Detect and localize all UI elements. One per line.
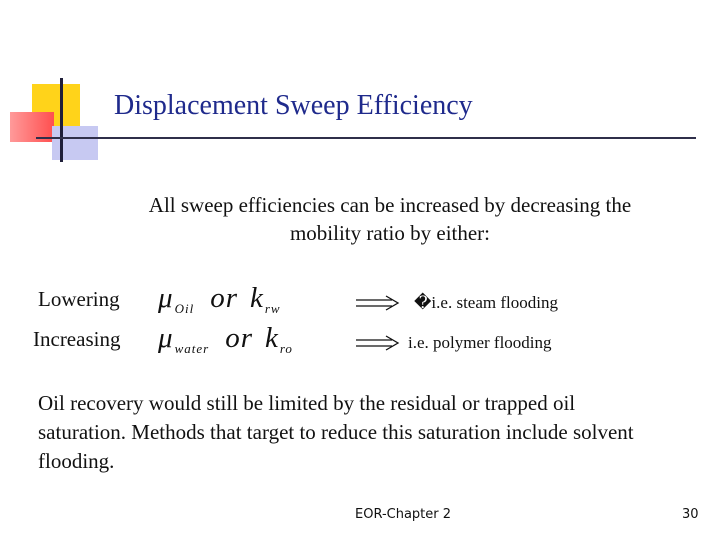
- or-word: or: [210, 282, 238, 314]
- implies-arrow-icon: [356, 335, 400, 351]
- mu-subscript: water: [174, 341, 210, 356]
- note-steam-flooding: �i.e. steam flooding: [414, 293, 558, 312]
- k-symbol: k: [249, 282, 264, 314]
- intro-line-2: mobility ratio by either:: [289, 221, 491, 245]
- equation-oil-viscosity: [158, 282, 281, 317]
- mu-symbol: μ: [158, 282, 174, 314]
- k-symbol: k: [264, 322, 279, 354]
- footer-chapter: EOR-Chapter 2: [355, 507, 452, 522]
- equation-water-viscosity: [158, 322, 293, 357]
- or-word: or: [225, 322, 253, 354]
- title-underline: [36, 137, 696, 139]
- mu-subscript: Oil: [174, 301, 195, 316]
- page-number: 30: [682, 507, 699, 522]
- decor-blue-square: [52, 126, 98, 160]
- body-paragraph: Oil recovery would still be limited by the residual or trapped oil saturation. Methods that target to reduce this saturation include solvent flooding.: [38, 391, 634, 473]
- implies-arrow-icon: [356, 295, 400, 311]
- k-subscript: rw: [264, 301, 281, 316]
- row-label-increasing: Increasing: [33, 327, 121, 351]
- note-polymer-flooding: i.e. polymer flooding: [408, 333, 552, 352]
- row-label-lowering: Lowering: [38, 287, 120, 311]
- decor-vertical-line: [60, 78, 63, 162]
- mu-symbol: μ: [158, 322, 174, 354]
- intro-line-1: All sweep efficiencies can be increased by decreasing the: [148, 193, 632, 217]
- k-subscript: ro: [279, 341, 293, 356]
- slide-title: Displacement Sweep Efficiency: [114, 90, 473, 121]
